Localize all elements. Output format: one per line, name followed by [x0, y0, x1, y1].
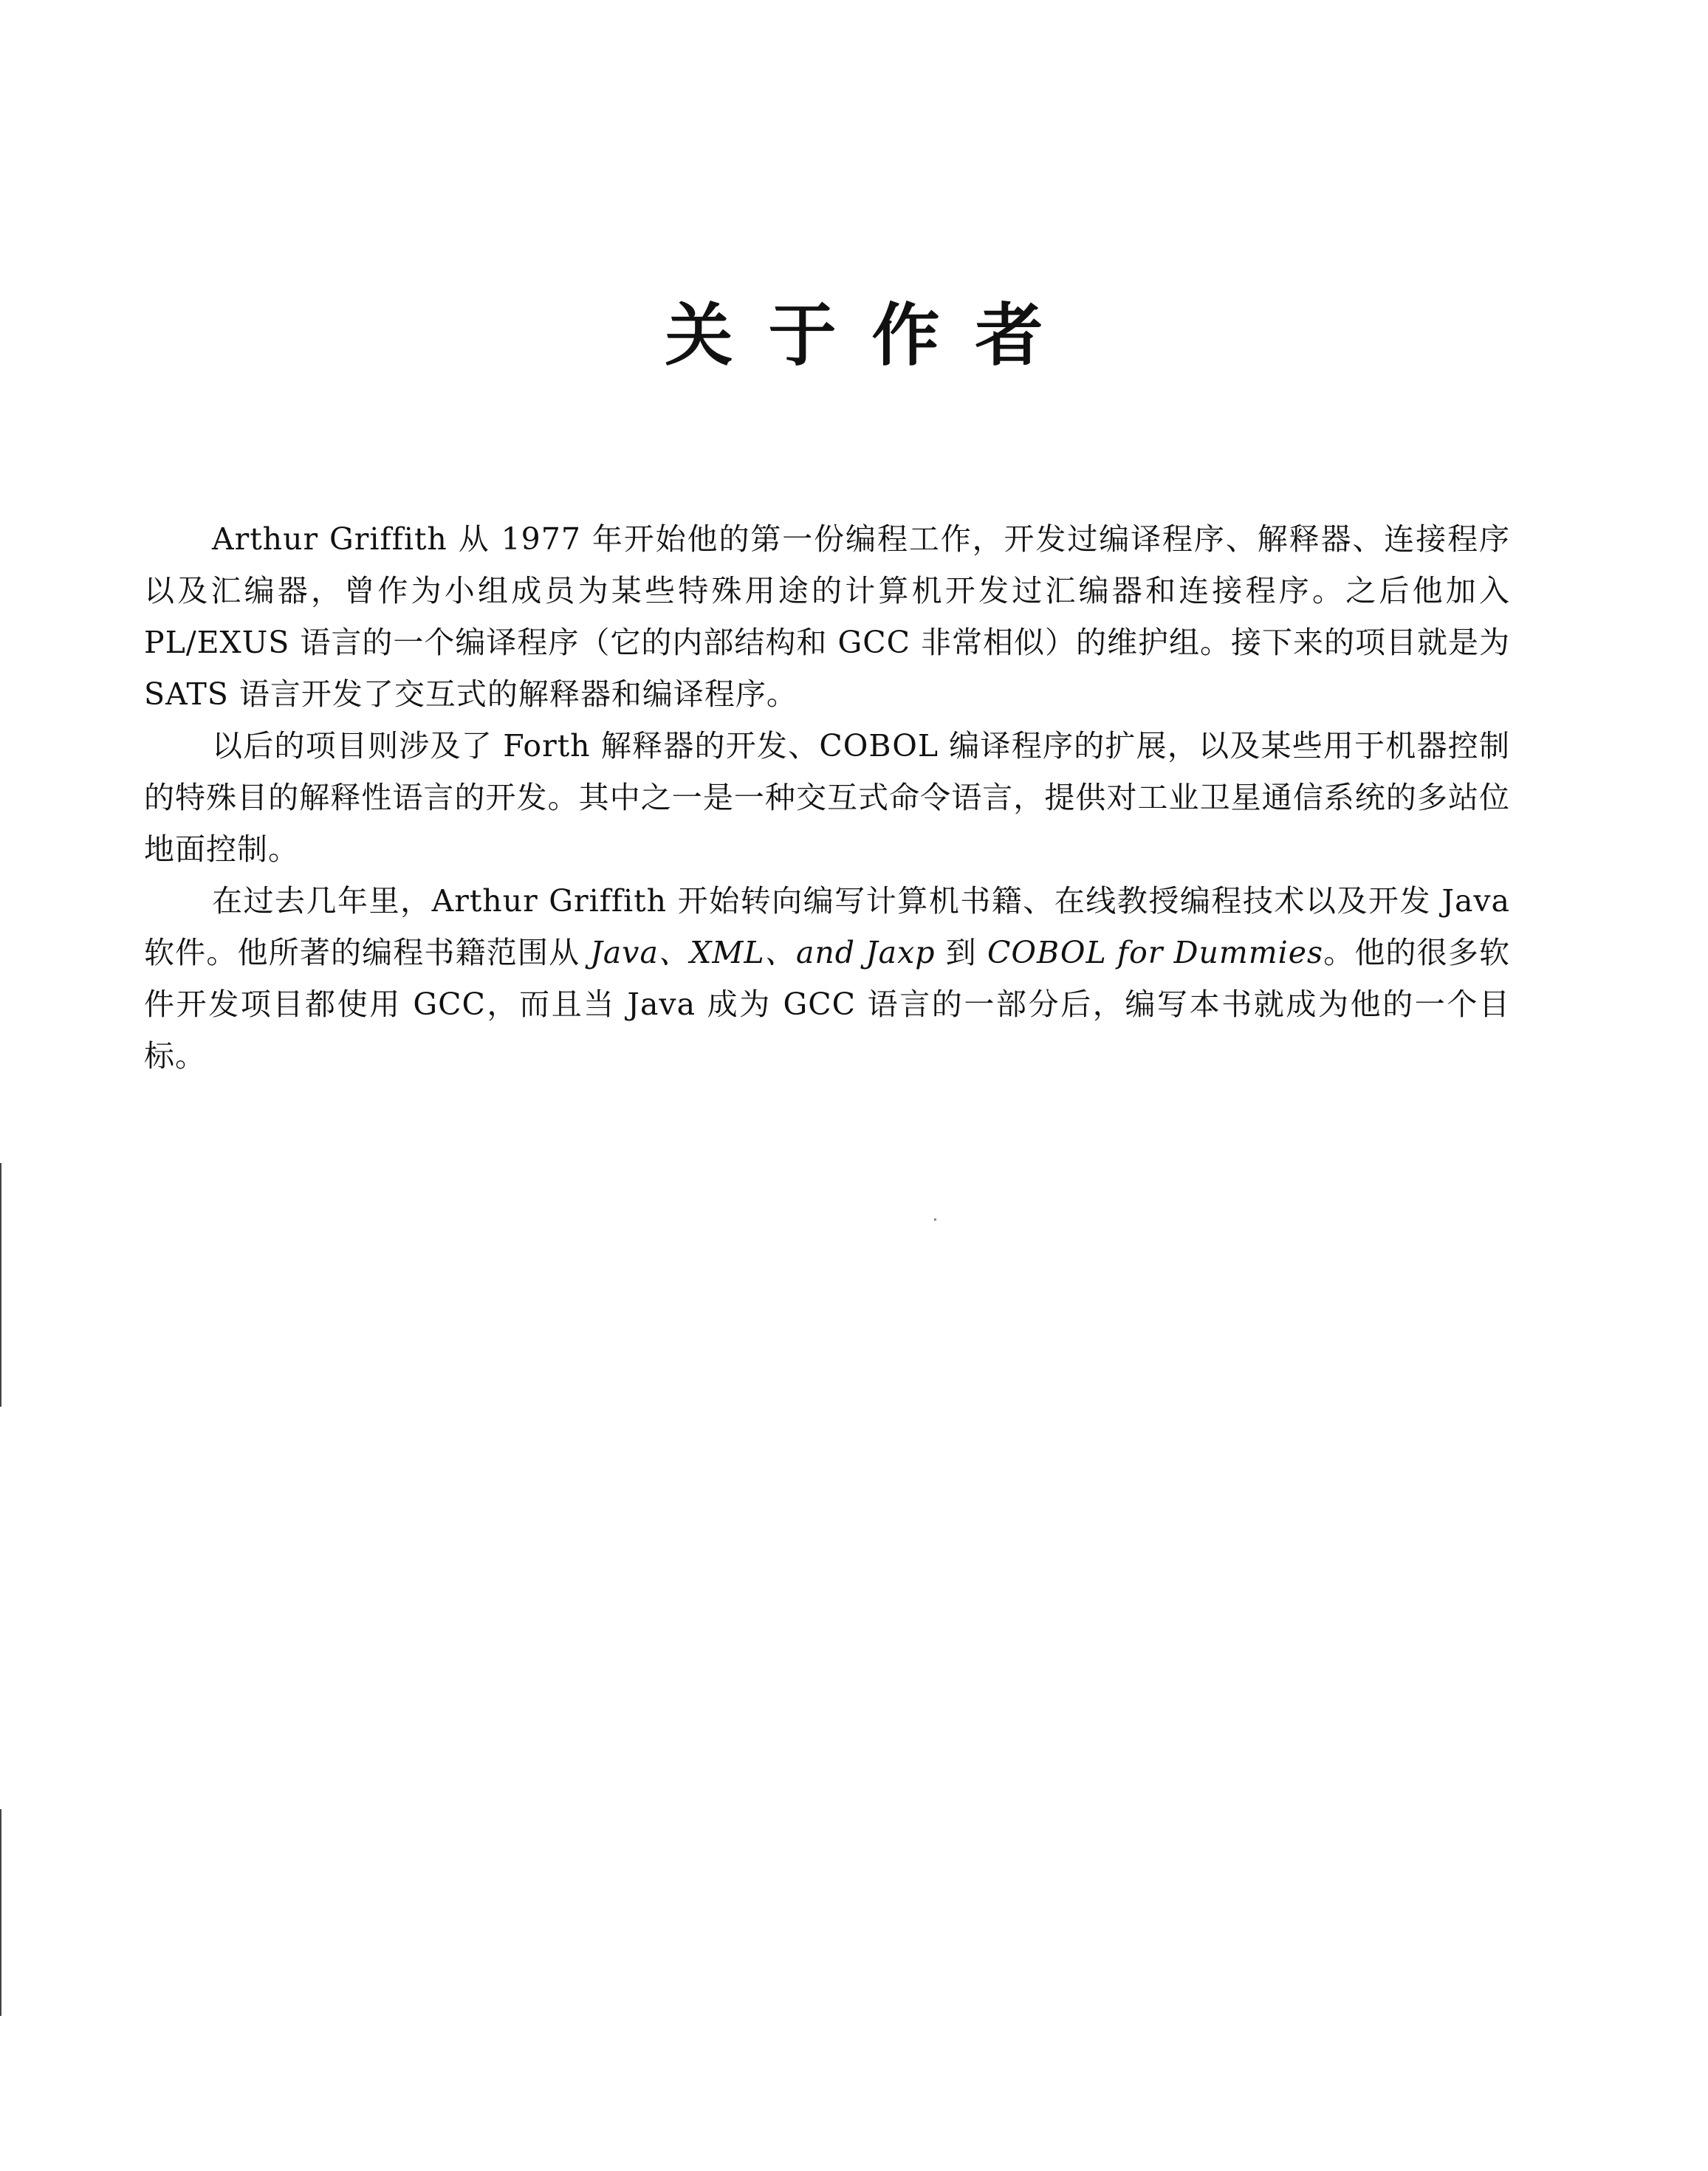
book-title-cobol: COBOL for Dummies — [987, 935, 1324, 970]
author-bio — [144, 513, 1510, 1082]
paragraph-later-projects — [144, 720, 1510, 875]
paragraph-text: 。他的很多软件开发项目都使用 GCC，而且当 Java 成为 GCC 语言的一部分后，编写本书就成为他的一个目标。 — [144, 935, 1511, 1074]
paragraph-text: 到 — [935, 935, 988, 970]
scan-edge-line — [0, 1809, 1, 2016]
paragraph-career — [144, 513, 1510, 720]
page-title: 关于作者 — [665, 296, 1079, 375]
paragraph-text: 在过去几年里，Arthur Griffith 开始转向编写计算机书籍、在线教授编程技术以及开发 Java 软件。他所著的编程书籍范围从 — [144, 883, 1510, 970]
book-title-java-xml: Java、XML、and Jaxp — [590, 935, 936, 970]
scan-speck — [934, 1218, 936, 1221]
paragraph-text: 以后的项目则涉及了 Forth 解释器的开发、COBOL 编译程序的扩展，以及某些用于机器控制的特殊目的解释性语言的开发。其中之一是一种交互式命令语言，提供对工业卫星通信系统的多站位地面控制。 — [144, 728, 1510, 867]
paragraph-text: Arthur Griffith 从 1977 年开始他的第一份编程工作，开发过编译程序、解释器、连接程序以及汇编器，曾作为小组成员为某些特殊用途的计算机开发过汇编器和连接程序。之后他加入 PL/EXUS 语言的一个编译程序（它的内部结构和 GCC 非常相似）的维护组。接下来的项目就是为 SATS 语言开发了交互式的解释器和编译程序。 — [144, 521, 1510, 712]
scan-edge-line — [0, 1163, 1, 1407]
paragraph-recent-work — [144, 875, 1510, 1082]
